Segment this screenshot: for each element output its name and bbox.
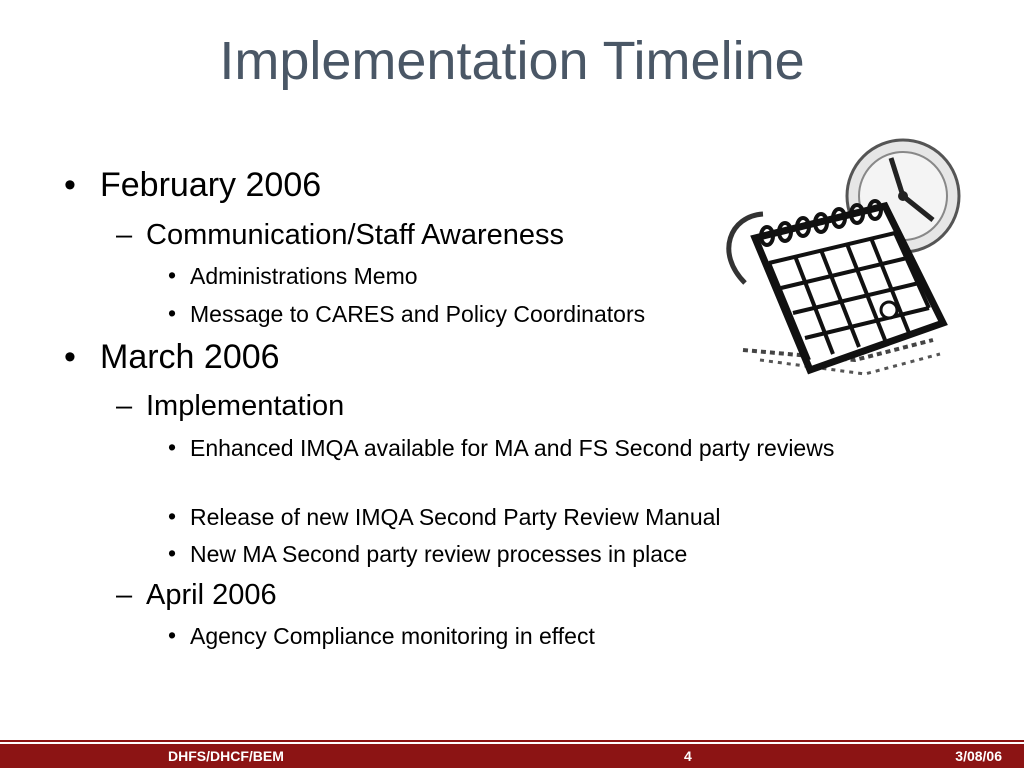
bullet-text: Administrations Memo [190, 263, 418, 289]
bullet-marker: • [64, 338, 76, 376]
bullet-marker: • [168, 540, 177, 566]
bullet-marker: • [168, 262, 177, 288]
bullet-text: Implementation [146, 390, 345, 422]
bullet-text: February 2006 [100, 166, 322, 204]
calendar-clock-icon [705, 128, 965, 393]
bullet-marker: • [64, 166, 76, 204]
bullet-text: Enhanced IMQA available for MA and FS Second party reviews [190, 435, 835, 461]
bullet-text: March 2006 [100, 338, 280, 376]
bullet-text: Message to CARES and Policy Coordinators [190, 301, 646, 327]
bullet-text: Release of new IMQA Second Party Review Manual [190, 504, 721, 530]
footer-date: 3/08/06 [955, 748, 1002, 764]
bullet-text: Communication/Staff Awareness [146, 219, 565, 251]
slide-title: Implementation Timeline [219, 31, 805, 91]
dash-marker: – [116, 579, 133, 611]
dash-marker: – [116, 219, 133, 251]
bullet-text: New MA Second party review processes in place [190, 541, 688, 567]
slide-footer [0, 744, 1024, 768]
bullet-marker: • [168, 622, 177, 648]
bullet-text: April 2006 [146, 579, 277, 611]
bullet-marker: • [168, 503, 177, 529]
bullet-text: Agency Compliance monitoring in effect [190, 623, 595, 649]
footer-page-number: 4 [684, 748, 692, 764]
dash-marker: – [116, 390, 133, 422]
bullet-marker: • [168, 434, 177, 460]
footer-divider [0, 740, 1024, 742]
bullet-marker: • [168, 300, 177, 326]
footer-organization: DHFS/DHCF/BEM [168, 748, 284, 764]
